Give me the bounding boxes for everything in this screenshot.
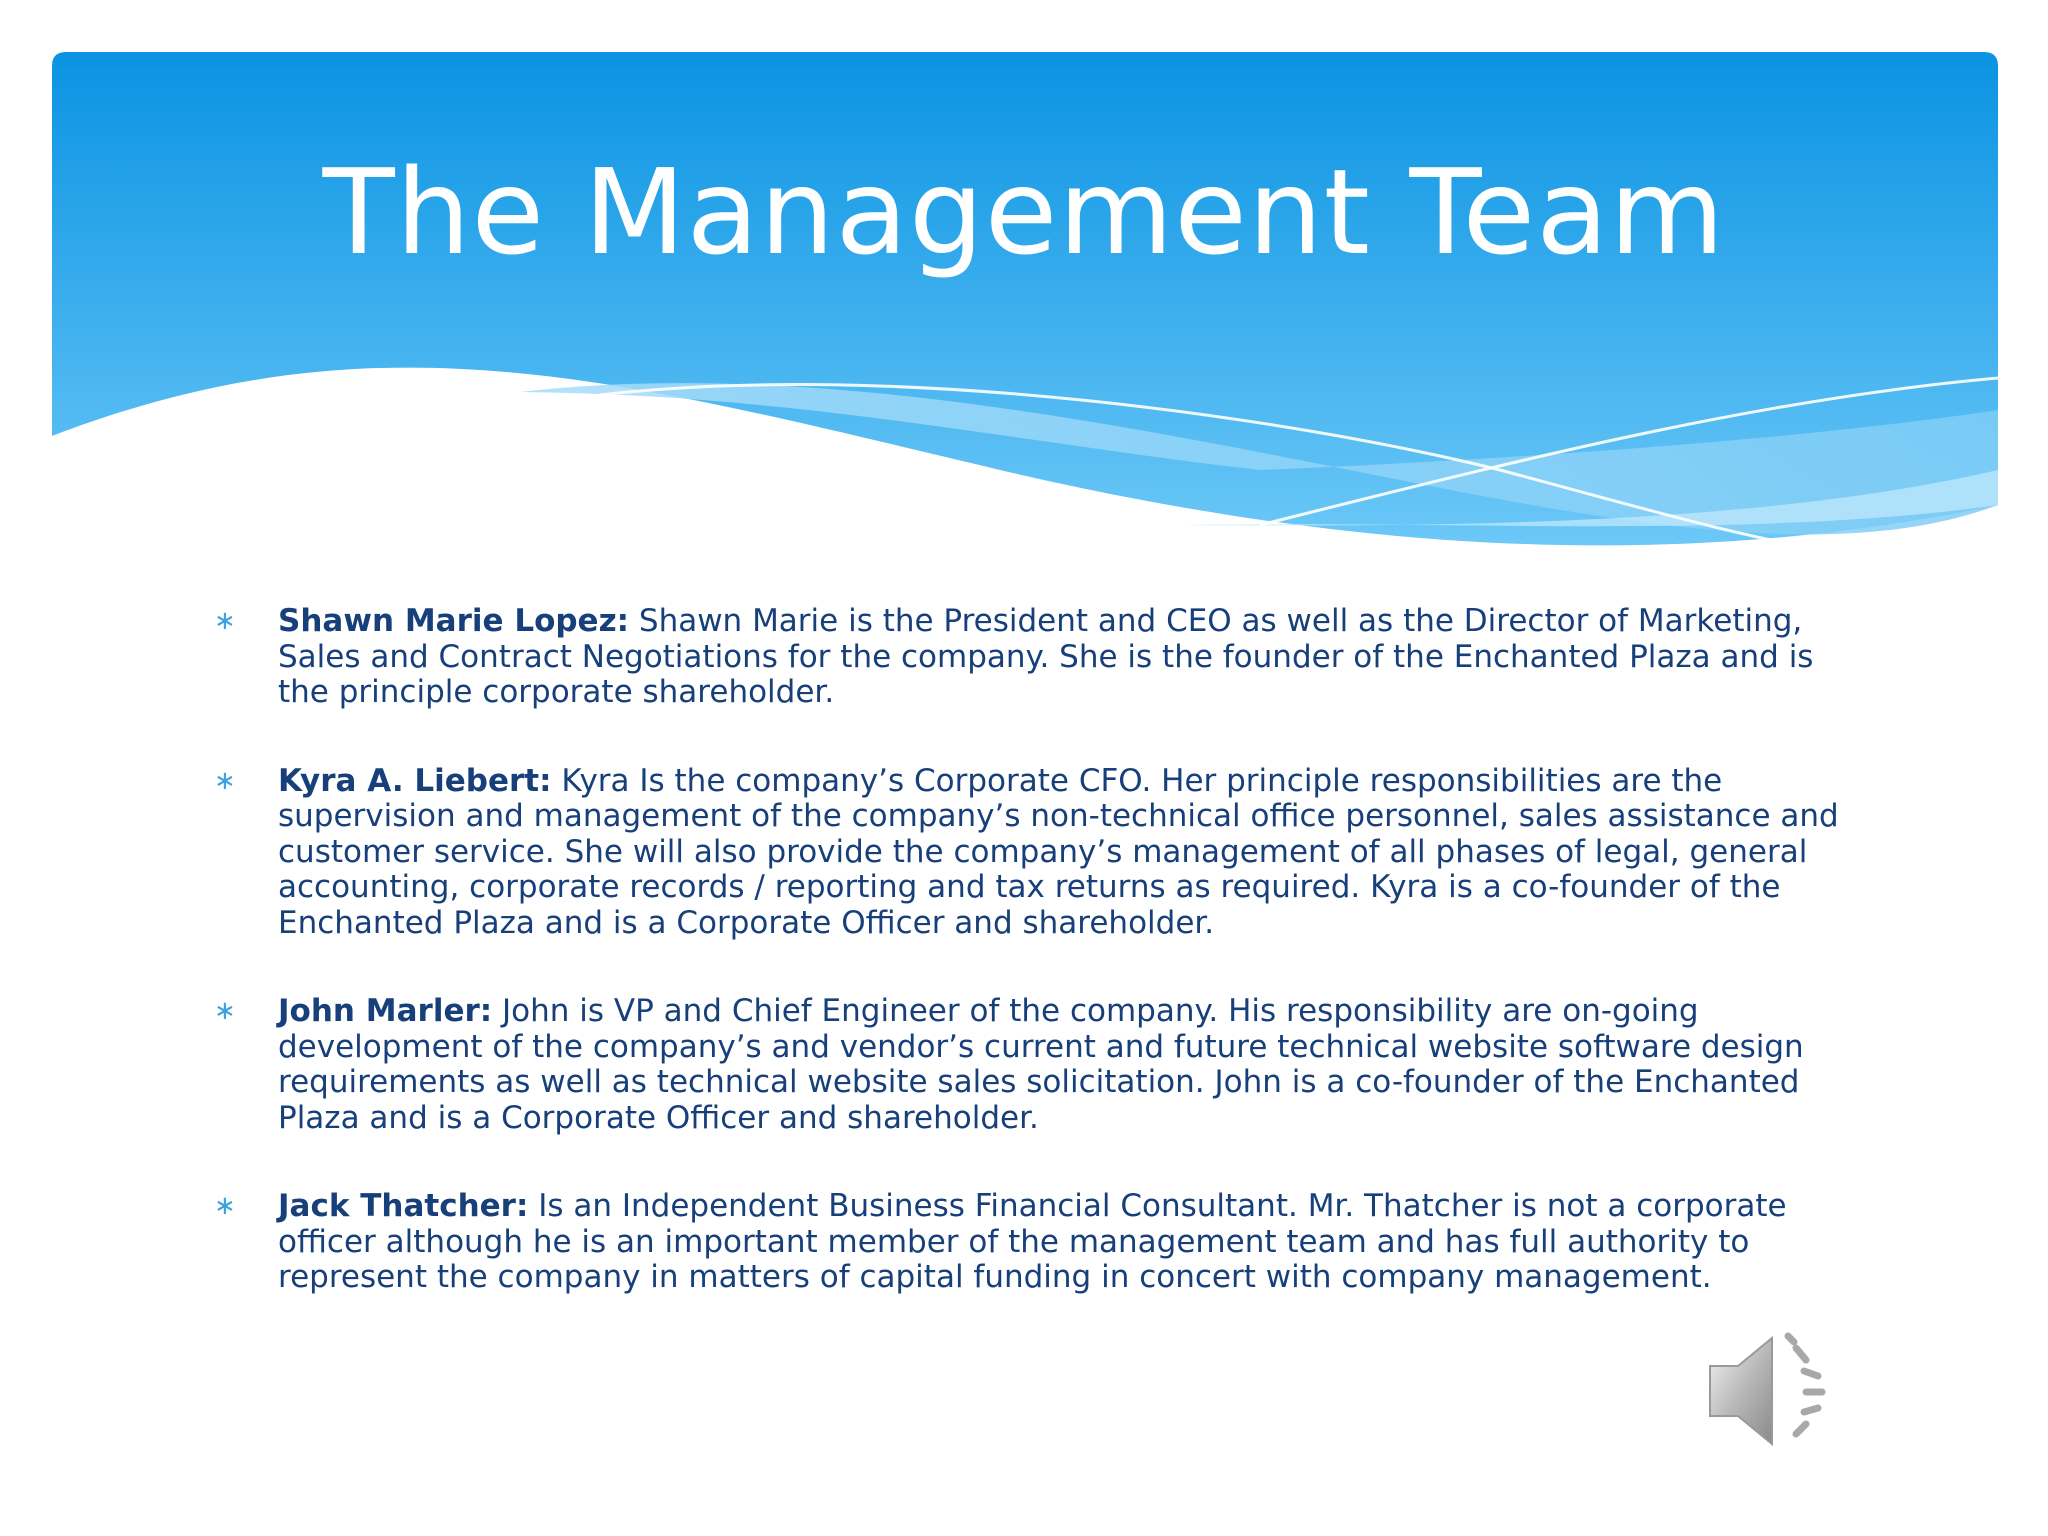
member-name: Shawn Marie Lopez:: [278, 603, 630, 639]
member-description: Shawn Marie is the President and CEO as well as the Director of Marketing, Sales and Contract Negotiations for the company. She is the founder of the Enchanted Plaza and is the principle corporate shareholder.: [278, 603, 1814, 710]
bullet-icon: ∗: [214, 1191, 236, 1221]
list-item: [214, 994, 1854, 1136]
member-description: Is an Independent Business Financial Consultant. Mr. Thatcher is not a corporate officer although he is an important member of the management team and has full authority to represent the company in matters of capital funding in concert with company management.: [278, 1188, 1787, 1295]
member-description: John is VP and Chief Engineer of the company. His responsibility are on-going development of the company’s and vendor’s current and future technical website software design requirements as well as technical website sales solicitation. John is a co-founder of the Enchanted Plaza and is a Corporate Officer and shareholder.: [278, 993, 1804, 1136]
management-team-list: [214, 604, 1854, 1349]
member-name: Jack Thatcher:: [278, 1188, 529, 1224]
member-name: Kyra A. Liebert:: [278, 762, 552, 799]
bullet-icon: ∗: [214, 765, 236, 796]
page-title: The Management Team: [322, 143, 1726, 281]
speaker-icon[interactable]: [1700, 1326, 1850, 1456]
bullet-icon: ∗: [214, 606, 236, 636]
list-item: [214, 1189, 1854, 1296]
bullet-icon: ∗: [214, 996, 236, 1026]
list-item: [214, 764, 1854, 942]
list-item: [214, 604, 1854, 711]
header-wave-background: [0, 0, 2048, 600]
member-description: Kyra Is the company’s Corporate CFO. Her principle responsibilities are the supervision and management of the company’s non-technical office personnel, sales assistance and customer service. She will also provide the company’s management of all phases of legal, general accounting, corporate records / reporting and tax returns as required. Kyra is a co-founder of the Enchanted Plaza and is a Corporate Officer and shareholder.: [278, 762, 1839, 941]
member-name: John Marler:: [278, 993, 493, 1029]
